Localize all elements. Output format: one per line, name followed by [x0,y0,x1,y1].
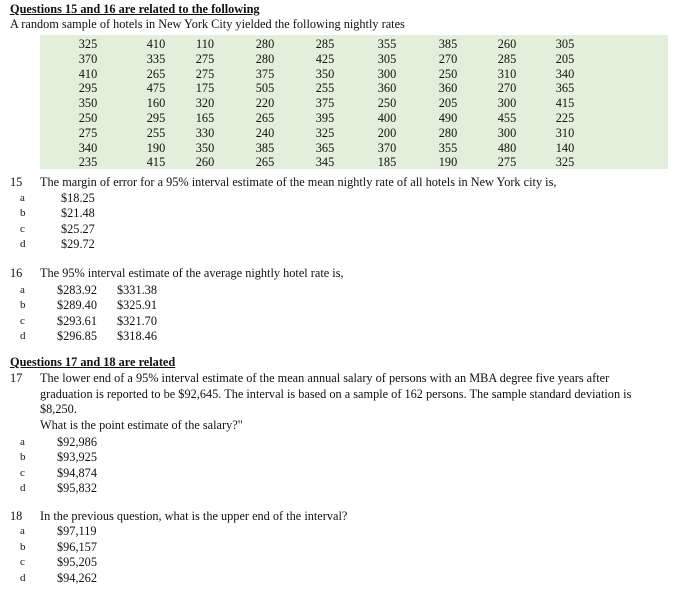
option-letter: b [20,299,26,311]
question-number: 15 [10,175,23,189]
option-letter: d [20,330,26,342]
rate-cell: 165 [195,111,215,125]
rate-cell: 265 [255,111,275,125]
rate-cell: 300 [377,66,397,81]
rate-cell: 275 [78,125,98,140]
rate-cell: 275 [195,51,215,66]
rate-cell: 350 [78,96,98,111]
question-15-text: The margin of error for a 95% interval estimate of the mean nightly rate of all hotels in New York city is, [40,175,557,189]
rate-cell: 310 [497,66,517,81]
rate-cell: 260 [497,37,517,51]
rate-cell: 250 [377,96,397,111]
rate-cell: 370 [377,140,397,155]
rate-cell: 275 [497,155,517,170]
option-letter: d [20,238,26,250]
option-letter: b [20,541,26,553]
q16-option-c-high[interactable]: $321.70 [117,314,157,328]
rate-cell: 375 [255,66,275,81]
rate-cell: 425 [315,51,335,66]
rate-cell: 250 [438,66,458,81]
rate-cell: 330 [195,125,215,140]
rate-cell: 415 [146,155,166,170]
rate-cell: 280 [255,51,275,66]
data-intro: A random sample of hotels in New York City yielded the following nightly rates [10,17,405,31]
rate-cell: 305 [555,37,575,51]
rate-cell: 205 [555,51,575,66]
option-letter: b [20,451,26,463]
rate-cell: 400 [377,111,397,125]
option-letter: a [20,284,25,296]
rate-cell: 475 [146,81,166,96]
q16-option-a-low[interactable]: $283.92 [57,283,97,297]
section-heading-17-18: Questions 17 and 18 are related [10,355,176,369]
rate-cell: 265 [255,155,275,170]
rate-cell: 455 [497,111,517,125]
q16-option-d-low[interactable]: $296.85 [57,329,97,343]
rate-cell: 325 [315,125,335,140]
rate-cell: 410 [146,37,166,51]
rate-cell: 360 [377,81,397,96]
rate-cell: 340 [555,66,575,81]
rate-cell: 185 [377,155,397,170]
rate-cell: 250 [78,111,98,125]
rate-cell: 415 [555,96,575,111]
q16-option-c-low[interactable]: $293.61 [57,314,97,328]
option-letter: d [20,572,26,584]
rate-cell: 300 [497,125,517,140]
rate-cell: 280 [255,37,275,51]
rate-cell: 385 [438,37,458,51]
rate-cell: 365 [315,140,335,155]
rate-cell: 385 [255,140,275,155]
rate-cell: 325 [78,37,98,51]
q18-option-d[interactable]: $94,262 [57,571,97,585]
option-letter: b [20,207,26,219]
rate-cell: 200 [377,125,397,140]
rate-cell: 285 [315,37,335,51]
rate-cell: 480 [497,140,517,155]
rate-cell: 350 [315,66,335,81]
q16-option-a-high[interactable]: $331.38 [117,283,157,297]
rate-cell: 235 [78,155,98,170]
question-number: 16 [10,266,23,280]
q17-option-c[interactable]: $94,874 [57,466,97,480]
rate-cell: 345 [315,155,335,170]
rate-cell: 365 [555,81,575,96]
q16-option-d-high[interactable]: $318.46 [117,329,157,343]
rate-cell: 320 [195,96,215,111]
option-letter: d [20,482,26,494]
question-number: 18 [10,509,23,523]
rate-cell: 395 [315,111,335,125]
rate-cell: 305 [377,51,397,66]
q15-option-a[interactable]: $18.25 [61,191,95,205]
rate-cell: 350 [195,140,215,155]
q18-option-c[interactable]: $95,205 [57,555,97,569]
rate-cell: 355 [438,140,458,155]
rate-cell: 260 [195,155,215,170]
option-letter: c [20,467,25,479]
question-17-line-3: $8,250. [40,402,77,416]
rate-cell: 275 [195,66,215,81]
rate-cell: 270 [438,51,458,66]
q18-option-a[interactable]: $97,119 [57,524,97,538]
rate-cell: 375 [315,96,335,111]
q17-option-a[interactable]: $92,986 [57,435,97,449]
q18-option-b[interactable]: $96,157 [57,540,97,554]
option-letter: c [20,223,25,235]
rate-cell: 325 [555,155,575,170]
rate-cell: 255 [315,81,335,96]
option-letter: c [20,315,25,327]
question-number: 17 [10,371,23,385]
option-letter: a [20,525,25,537]
rate-cell: 110 [196,37,214,51]
rate-cell: 265 [146,66,166,81]
option-letter: c [20,556,25,568]
q15-option-d[interactable]: $29.72 [61,237,95,251]
rate-cell: 355 [377,37,397,51]
hotel-rates-table [40,35,668,169]
q16-option-b-high[interactable]: $325.91 [117,298,157,312]
q17-option-d[interactable]: $95,832 [57,481,97,495]
question-17-line-1: The lower end of a 95% interval estimate of the mean annual salary of persons with an MBA degree five years after [40,371,610,385]
rate-cell: 190 [146,140,166,155]
rate-cell: 280 [438,125,458,140]
rate-cell: 140 [555,140,575,155]
rate-cell: 270 [497,81,517,96]
rate-cell: 505 [255,81,275,96]
rate-cell: 160 [146,96,166,111]
rate-cell: 295 [78,81,98,96]
rate-cell: 255 [146,125,166,140]
q15-option-c[interactable]: $25.27 [61,222,95,236]
question-17-line-4: What is the point estimate of the salary?" [40,418,243,432]
rate-cell: 310 [555,125,575,140]
q16-option-b-low[interactable]: $289.40 [57,298,97,312]
rate-cell: 335 [146,51,166,66]
rate-cell: 240 [255,125,275,140]
section-heading-15-16: Questions 15 and 16 are related to the following [10,2,260,16]
rate-cell: 220 [255,96,275,111]
option-letter: a [20,436,25,448]
rate-cell: 300 [497,96,517,111]
rate-cell: 175 [195,81,215,96]
rate-cell: 190 [438,155,458,170]
rate-cell: 295 [146,111,166,125]
rate-cell: 285 [497,51,517,66]
option-letter: a [20,192,25,204]
question-16-text: The 95% interval estimate of the average nightly hotel rate is, [40,266,344,280]
rate-cell: 225 [555,111,575,125]
rate-cell: 205 [438,96,458,111]
question-17-line-2: graduation is reported to be $92,645. The interval is based on a sample of 162 persons. The sample standard deviation is [40,387,632,401]
rate-cell: 360 [438,81,458,96]
rate-cell: 410 [78,66,98,81]
rate-cell: 370 [78,51,98,66]
q15-option-b[interactable]: $21.48 [61,206,95,220]
question-18-text: In the previous question, what is the upper end of the interval? [40,509,348,523]
rate-cell: 490 [438,111,458,125]
rate-cell: 340 [78,140,98,155]
q17-option-b[interactable]: $93,925 [57,450,97,464]
